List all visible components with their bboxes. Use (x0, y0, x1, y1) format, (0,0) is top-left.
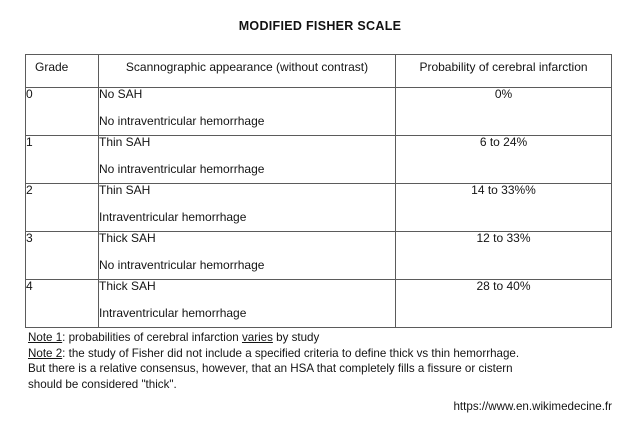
cell-appearance-line1: Thick SAH (99, 279, 156, 293)
cell-grade: 0 (26, 88, 99, 136)
table-row (26, 184, 612, 232)
note-2 (28, 346, 614, 393)
cell-appearance (99, 280, 396, 328)
cell-appearance-line1: Thin SAH (99, 135, 151, 149)
cell-appearance-line2: No intraventricular hemorrhage (99, 257, 265, 272)
source-url: https://www.en.wikimedecine.fr (453, 400, 612, 413)
note-2-line3: should be considered "thick". (28, 377, 177, 391)
cell-appearance-line1: Thick SAH (99, 231, 156, 245)
note-2-line2: But there is a relative consensus, however, that an HSA that completely fills a fissure or cistern (28, 362, 513, 375)
cell-appearance-line1: Thin SAH (99, 183, 151, 197)
table-row (26, 136, 612, 184)
cell-appearance-line2: No intraventricular hemorrhage (99, 161, 265, 176)
cell-appearance (99, 136, 396, 184)
cell-appearance-line1: No SAH (99, 87, 143, 101)
cell-appearance-line2: Intraventricular hemorrhage (99, 209, 247, 224)
column-header-grade: Grade (26, 55, 99, 88)
cell-appearance (99, 232, 396, 280)
note-1-text-before: : probabilities of cerebral infarction (62, 331, 242, 344)
modified-fisher-scale-table (25, 54, 612, 328)
note-2-line1-text: : the study of Fisher did not include a specified criteria to define thick vs thin hemorrhage. (62, 346, 520, 360)
cell-probability: 14 to 33%% (396, 184, 612, 232)
note-1-text-after: by study (272, 331, 320, 344)
note-1-emphasis: varies (241, 331, 273, 344)
cell-appearance-line2: Intraventricular hemorrhage (99, 305, 247, 320)
table-row (26, 88, 612, 136)
cell-probability: 0% (396, 88, 612, 136)
column-header-appearance: Scannographic appearance (without contrast) (99, 55, 396, 88)
table-header-row (26, 55, 612, 88)
column-header-probability: Probability of cerebral infarction (396, 55, 612, 88)
note-1-label: Note 1 (28, 331, 63, 344)
modified-fisher-scale-table-container (25, 54, 612, 328)
note-2-line1 (28, 346, 614, 362)
cell-probability: 6 to 24% (396, 136, 612, 184)
cell-probability: 12 to 33% (396, 232, 612, 280)
page-title: MODIFIED FISHER SCALE (238, 19, 402, 33)
table-row (26, 280, 612, 328)
cell-appearance (99, 184, 396, 232)
note-2-label: Note 2 (28, 346, 63, 360)
note-1 (28, 330, 614, 346)
notes-section (28, 330, 614, 392)
cell-grade: 1 (26, 136, 99, 184)
table-row (26, 232, 612, 280)
cell-appearance-line2: No intraventricular hemorrhage (99, 113, 265, 128)
cell-appearance (99, 88, 396, 136)
cell-grade: 2 (26, 184, 99, 232)
cell-grade: 4 (26, 280, 99, 328)
cell-probability: 28 to 40% (396, 280, 612, 328)
cell-grade: 3 (26, 232, 99, 280)
